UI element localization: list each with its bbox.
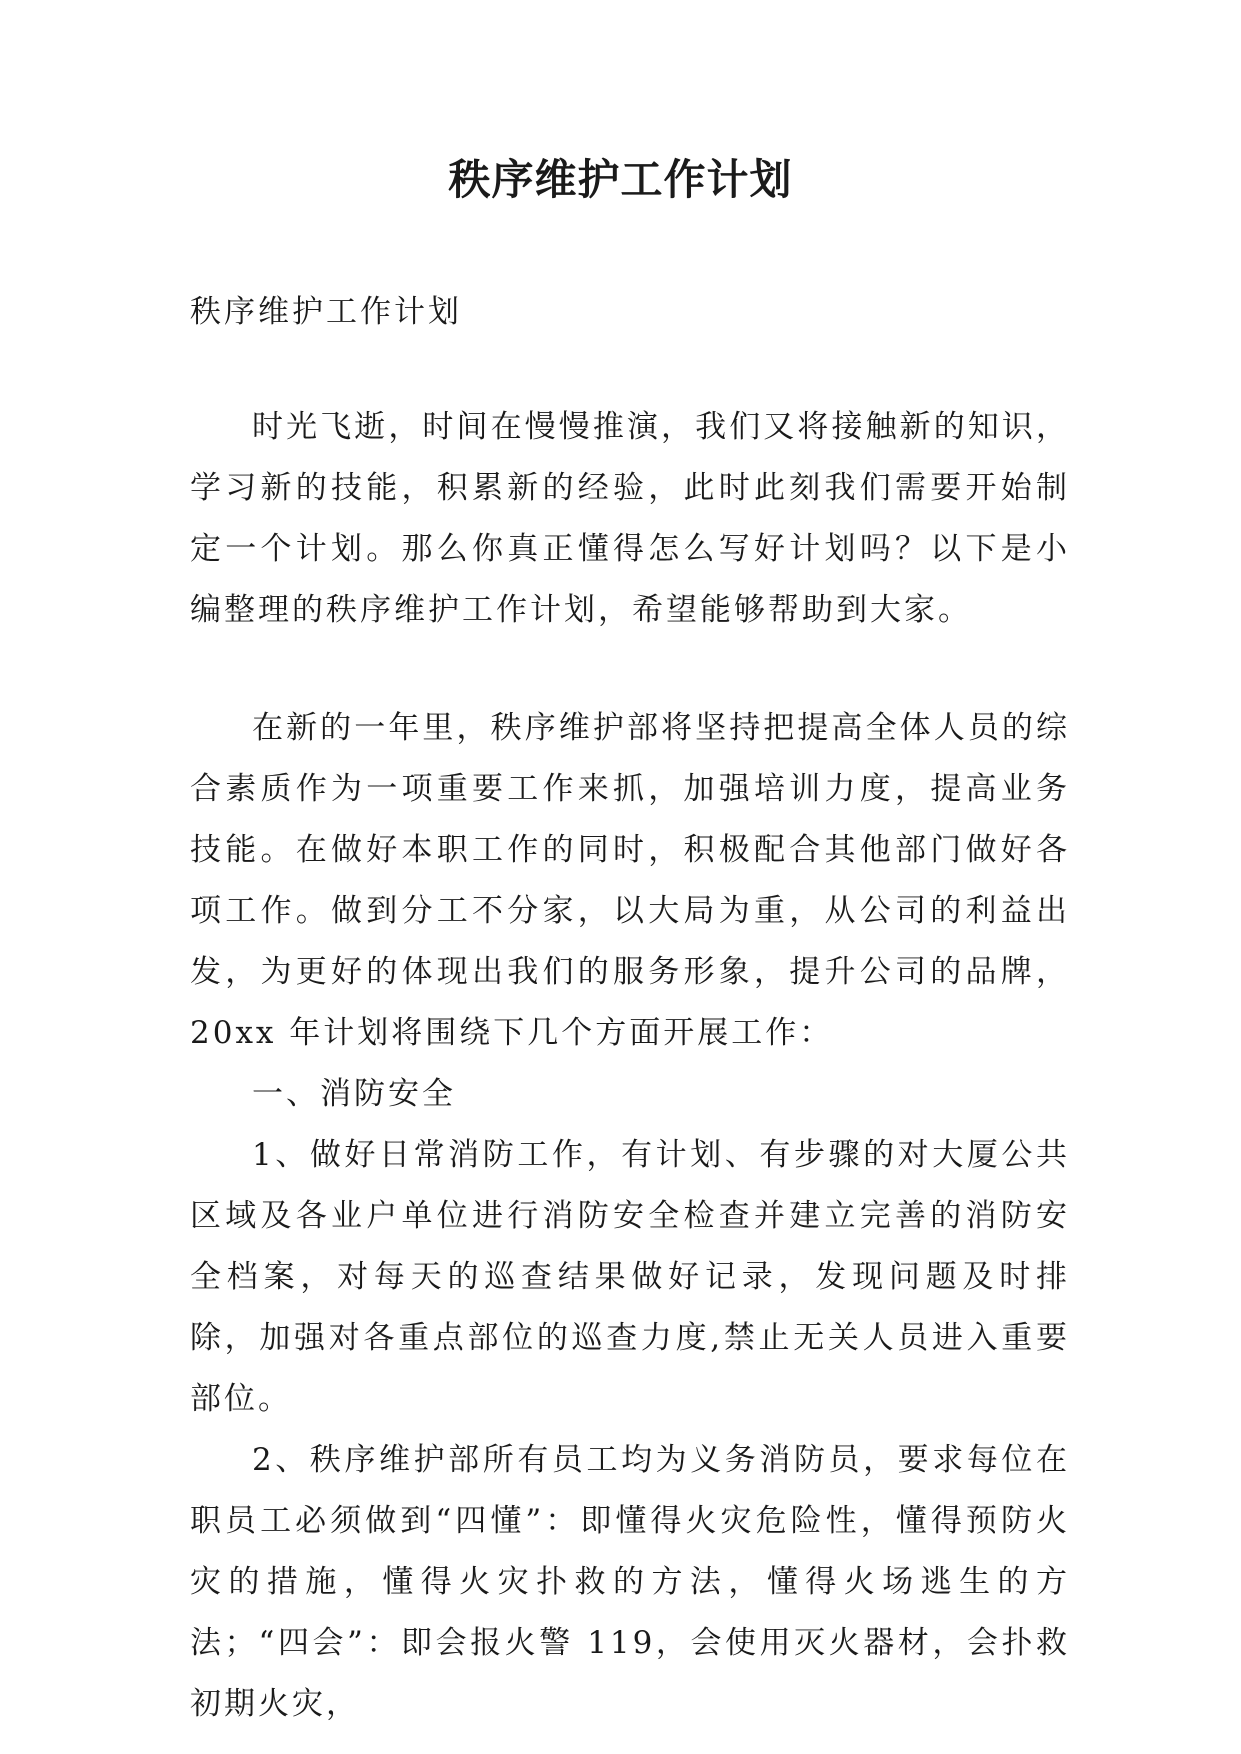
document-subtitle: 秩序维护工作计划 — [190, 294, 462, 330]
fire-safety-item-2: 2、秩序维护部所有员工均为义务消防员，要求每位在职员工必须做到“四懂”：即懂得火灾危险性，懂得预防火灾的措施，懂得火灾扑救的方法，懂得火场逃生的方法；“四会”：即会报火警 119，会使用灭火器材，会扑救初期火灾， — [190, 1442, 1070, 1722]
fire-safety-item-1: 1、做好日常消防工作，有计划、有步骤的对大厦公共区域及各业户单位进行消防安全检查并建立完善的消防安全档案，对每天的巡查结果做好记录，发现问题及时排除，加强对各重点部位的巡查力度,禁止无关人员进入重要部位。 — [190, 1137, 1070, 1417]
overview-paragraph: 在新的一年里，秩序维护部将坚持把提高全体人员的综合素质作为一项重要工作来抓，加强培训力度，提高业务技能。在做好本职工作的同时，积极配合其他部门做好各项工作。做到分工不分家，以大局为重，从公司的利益出发，为更好的体现出我们的服务形象，提升公司的品牌，20xx 年计划将围绕下几个方面开展工作： — [190, 710, 1070, 1051]
intro-paragraph: 时光飞逝，时间在慢慢推演，我们又将接触新的知识，学习新的技能，积累新的经验，此时此刻我们需要开始制定一个计划。那么你真正懂得怎么写好计划吗？以下是小编整理的秩序维护工作计划，希望能够帮助到大家。 — [190, 409, 1070, 628]
document-body — [190, 282, 1070, 1735]
section-heading-fire-safety: 一、消防安全 — [252, 1076, 456, 1112]
document-title: 秩序维护工作计划 — [448, 155, 793, 204]
